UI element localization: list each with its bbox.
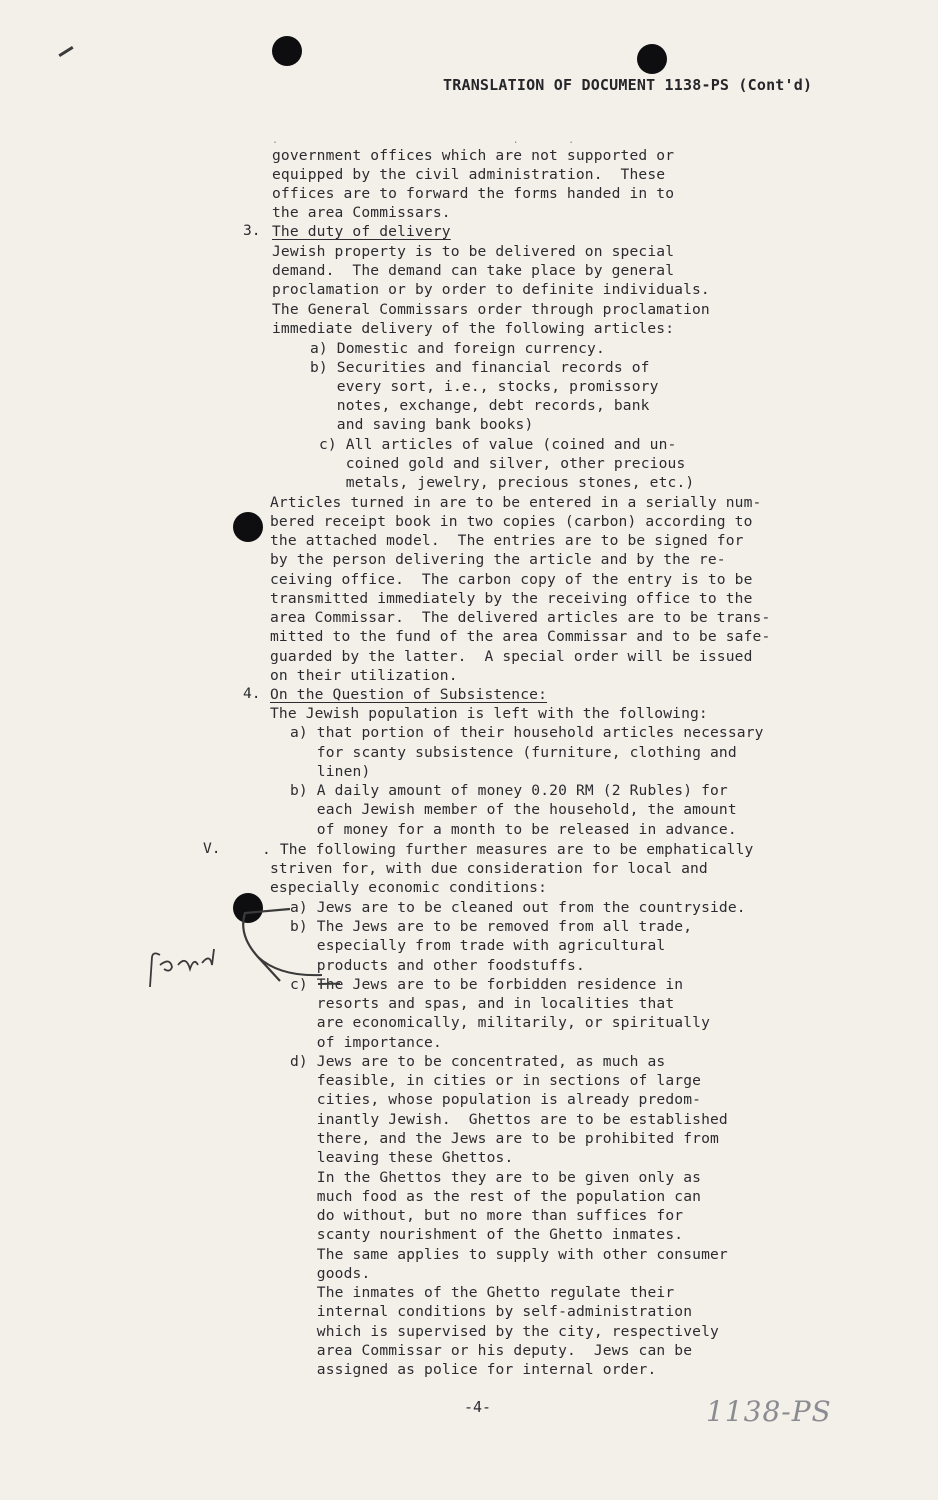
body-line: mitted to the fund of the area Commissar and to be safe- xyxy=(270,628,771,645)
body-line: the attached model. The entries are to be signed for xyxy=(270,532,744,549)
strikethrough-mark xyxy=(318,983,340,984)
ink-smudge xyxy=(58,46,73,57)
body-line: immediate delivery of the following articles: xyxy=(272,320,675,337)
list-item: c) The Jews are to be forbidden residence in xyxy=(290,976,684,993)
body-line: guarded by the latter. A special order will be issued xyxy=(270,648,753,665)
body-line: equipped by the civil administration. These xyxy=(272,166,666,183)
list-item: The same applies to supply with other consumer xyxy=(290,1246,728,1263)
punch-hole-right xyxy=(637,44,667,74)
item-number-3: 3. xyxy=(243,222,261,239)
list-item: The inmates of the Ghetto regulate their xyxy=(290,1284,675,1301)
body-line: striven for, with due consideration for local and xyxy=(270,860,708,877)
list-item: of money for a month to be released in advance. xyxy=(290,821,737,838)
list-item: feasible, in cities or in sections of large xyxy=(290,1072,702,1089)
list-item: are economically, militarily, or spiritually xyxy=(290,1014,711,1031)
list-item: of importance. xyxy=(290,1034,442,1051)
document-title: TRANSLATION OF DOCUMENT 1138-PS (Cont'd) xyxy=(443,76,813,94)
punch-hole-left xyxy=(272,36,302,66)
punch-hole-middle xyxy=(233,512,263,542)
list-item: a) Jews are to be cleaned out from the countryside. xyxy=(290,899,746,916)
body-line: The Jewish population is left with the following: xyxy=(270,705,708,722)
list-item: products and other foodstuffs. xyxy=(290,957,585,974)
list-item: do without, but no more than suffices for xyxy=(290,1207,684,1224)
list-item: internal conditions by self-administration xyxy=(290,1303,693,1320)
body-line: . The following further measures are to be emphatically xyxy=(262,841,754,858)
list-item: area Commissar or his deputy. Jews can be xyxy=(290,1342,693,1359)
list-item: a) Domestic and foreign currency. xyxy=(310,340,605,357)
body-line: The General Commissars order through proclamation xyxy=(272,301,710,318)
list-item: metals, jewelry, precious stones, etc.) xyxy=(319,474,695,491)
list-item: for scanty subsistence (furniture, clothing and xyxy=(290,744,737,761)
list-item: notes, exchange, debt records, bank xyxy=(310,397,650,414)
list-item: b) A daily amount of money 0.20 RM (2 Rubles) for xyxy=(290,782,728,799)
body-line: demand. The demand can take place by general xyxy=(272,262,675,279)
handwritten-markup xyxy=(140,895,340,1005)
body-line: Jewish property is to be delivered on special xyxy=(272,243,675,260)
body-line: area Commissar. The delivered articles are to be trans- xyxy=(270,609,771,626)
body-line: bered receipt book in two copies (carbon) according to xyxy=(270,513,753,530)
list-item: assigned as police for internal order. xyxy=(290,1361,657,1378)
list-item: d) Jews are to be concentrated, as much as xyxy=(290,1053,666,1070)
body-line: the area Commissars. xyxy=(272,204,451,221)
list-item: cities, whose population is already predom- xyxy=(290,1091,702,1108)
section-heading-delivery: The duty of delivery xyxy=(272,223,451,240)
list-item: c) All articles of value (coined and un- xyxy=(319,436,677,453)
list-item: especially from trade with agricultural xyxy=(290,937,666,954)
list-item: leaving these Ghettos. xyxy=(290,1149,514,1166)
list-item: In the Ghettos they are to be given only as xyxy=(290,1169,702,1186)
list-item: each Jewish member of the household, the amount xyxy=(290,801,737,818)
list-item: linen) xyxy=(290,763,371,780)
bleed-through-mark: . . . xyxy=(272,135,575,146)
body-line: transmitted immediately by the receiving office to the xyxy=(270,590,753,607)
page-number: -4- xyxy=(464,1398,492,1416)
body-line: on their utilization. xyxy=(270,667,458,684)
body-line: proclamation or by order to definite individuals. xyxy=(272,281,710,298)
list-item: a) that portion of their household articles necessary xyxy=(290,724,764,741)
body-line: by the person delivering the article and by the re- xyxy=(270,551,726,568)
list-item: much food as the rest of the population can xyxy=(290,1188,702,1205)
section-number-v: V. xyxy=(203,840,221,857)
list-item: scanty nourishment of the Ghetto inmates. xyxy=(290,1226,684,1243)
item-number-4: 4. xyxy=(243,685,261,702)
handwritten-note-glyph xyxy=(150,949,214,987)
list-item: b) Securities and financial records of xyxy=(310,359,650,376)
body-line: government offices which are not supported or xyxy=(272,147,675,164)
list-item: and saving bank books) xyxy=(310,416,534,433)
body-line: especially economic conditions: xyxy=(270,879,548,896)
body-line: ceiving office. The carbon copy of the entry is to be xyxy=(270,571,753,588)
list-item: there, and the Jews are to be prohibited from xyxy=(290,1130,719,1147)
list-item: every sort, i.e., stocks, promissory xyxy=(310,378,659,395)
section-heading-subsistence: On the Question of Subsistence: xyxy=(270,686,548,703)
body-line: Articles turned in are to be entered in a serially num- xyxy=(270,494,762,511)
list-item: goods. xyxy=(290,1265,371,1282)
list-item: resorts and spas, and in localities that xyxy=(290,995,675,1012)
list-item: b) The Jews are to be removed from all trade, xyxy=(290,918,693,935)
document-reference: 1138-PS xyxy=(706,1395,832,1428)
list-item: inantly Jewish. Ghettos are to be established xyxy=(290,1111,728,1128)
list-item: coined gold and silver, other precious xyxy=(319,455,686,472)
list-item: which is supervised by the city, respectively xyxy=(290,1323,719,1340)
body-line: offices are to forward the forms handed in to xyxy=(272,185,675,202)
